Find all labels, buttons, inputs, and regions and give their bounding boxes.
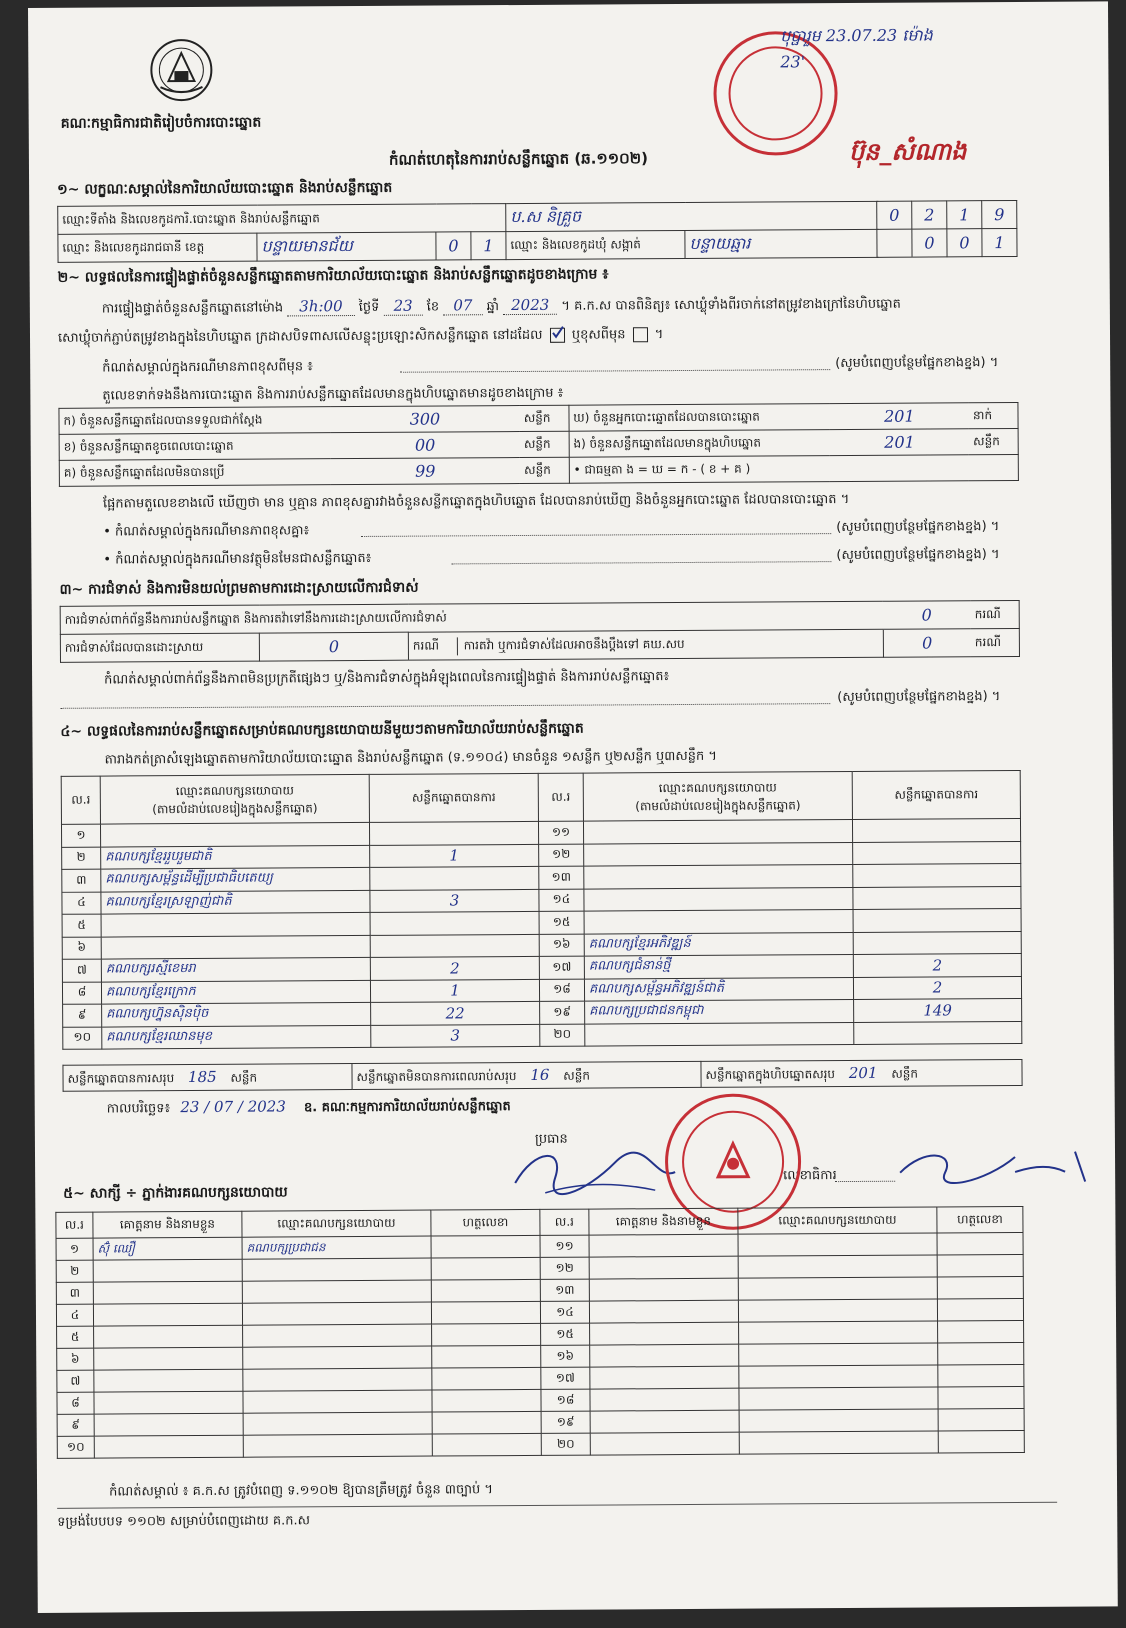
s5-col-name-left: គោត្តនាម និងនាមខ្លួន bbox=[93, 1211, 242, 1238]
s3-note-end: (សូមបំពេញបន្ថែមផ្នែកខាងខ្នង) ។ bbox=[837, 689, 1001, 706]
date-label: កាលបរិច្ឆេទ៖ bbox=[106, 1101, 171, 1117]
row-no: ៧ bbox=[62, 959, 101, 982]
witness-party: គណបក្សប្រជាជន bbox=[242, 1236, 431, 1259]
row-no: ៣ bbox=[62, 869, 101, 892]
row-no: ៥ bbox=[62, 914, 101, 937]
s5-note: កំណត់សម្គាល់ ៖ គ.ក.ស ត្រូវបំពេញ ទ.១១០២ ឱ្យបានត្រឹមត្រូវ ចំនួន ៣ច្បាប់ ។ bbox=[109, 1482, 494, 1500]
row-no: ១២ bbox=[539, 844, 584, 867]
p1e: ។ គ.ក.ស បានពិនិត្យ៖ សោឃ្លុំទាំងពីរចាក់នៅតម្រូវខាងក្រៅនៃហិបឆ្នោត bbox=[561, 296, 901, 314]
p1c: ខែ bbox=[426, 299, 440, 315]
party-name bbox=[584, 842, 853, 866]
witness-party bbox=[739, 1431, 938, 1454]
province-code-1: 0 bbox=[436, 232, 471, 260]
witness-name bbox=[590, 1344, 739, 1367]
s4-intro-text: តារាងកត់ត្រាសំឡេងឆ្នោតតាមការិយាល័យបោះឆ្នោត និងរាប់សន្លឹកឆ្នោត (ទ.១១០៤) មានចំនួន ១សន្លឹក ឬ២សន្លឹក ឬ៣សន្លឹក ។ bbox=[104, 748, 717, 768]
row-no: ៨ bbox=[57, 1392, 94, 1414]
chair-label: ប្រធាន bbox=[534, 1131, 568, 1147]
witness-name bbox=[94, 1325, 243, 1348]
fig-a-label: ក) ចំនួនសន្លឹកឆ្នោតដែលបានទទួលជាក់ស្តែង bbox=[59, 407, 330, 435]
fig-c-value: 99 bbox=[330, 458, 520, 485]
s4-col-votes-right: សន្លឹកឆ្នោតបានការ bbox=[852, 770, 1020, 819]
fig-c-unit: សន្លឹក bbox=[520, 457, 569, 483]
witness-party bbox=[739, 1343, 938, 1366]
s3-note-line bbox=[60, 703, 830, 709]
row-no: ១ bbox=[56, 1238, 93, 1260]
party-name bbox=[584, 864, 853, 888]
witness-name bbox=[94, 1435, 243, 1458]
committee-label: ឧ. គណៈកម្មការការិយាល័យរាប់សន្លឹកឆ្នោត bbox=[303, 1099, 511, 1116]
witness-name bbox=[589, 1300, 738, 1323]
party-name: គណបក្សសម្ព័ន្ធដើម្បីប្រជាធិបតេយ្យ bbox=[101, 867, 370, 891]
witness-party bbox=[738, 1255, 937, 1278]
commune-code-1: 0 bbox=[912, 229, 947, 257]
row-no: ៤ bbox=[62, 892, 101, 915]
s4-col-party-right-sub: (តាមលំដាប់លេខរៀងក្នុងសន្លឹកឆ្នោត) bbox=[635, 797, 801, 813]
party-name: គណបក្សសម្ព័ន្ធអភិវឌ្ឍន៍ជាតិ bbox=[584, 977, 853, 1001]
s3-row2b-value: 0 bbox=[883, 629, 971, 658]
fig-d-unit: នាក់ bbox=[969, 402, 1018, 428]
sum-valid-unit: សន្លឹក bbox=[230, 1070, 258, 1085]
fig-b-unit: សន្លឹក bbox=[520, 431, 569, 457]
row-no: ៦ bbox=[62, 937, 101, 960]
witness-signature bbox=[431, 1257, 540, 1280]
p7-end: (សូមបំពេញបន្ថែមផ្នែកខាងខ្នង) ។ bbox=[836, 547, 1000, 564]
s3-row2a-unit: ករណី bbox=[412, 638, 440, 653]
time-value: 3h:00 bbox=[287, 297, 354, 316]
province-value: បន្ទាយមានជ័យ bbox=[257, 232, 436, 261]
row-no: ១៧ bbox=[541, 1367, 590, 1389]
s3-heading: ៣~ ការជំទាស់ និងការមិនយល់ព្រមតាមការដោះស្រាយលើការជំទាស់ bbox=[59, 579, 419, 598]
witness-signature bbox=[432, 1411, 541, 1434]
witness-signature bbox=[938, 1430, 1024, 1453]
footer-text: ទម្រង់បែបបទ ១១០២ សម្រាប់បំពេញដោយ គ.ក.ស bbox=[57, 1513, 311, 1530]
s5-heading: ៥~ សាក្សី ÷ ភ្នាក់ងារគណបក្សនយោបាយ bbox=[63, 1184, 288, 1202]
sum-box-value: 201 bbox=[848, 1063, 878, 1082]
witness-name bbox=[590, 1410, 739, 1433]
witness-party bbox=[739, 1365, 938, 1388]
fig-a-unit: សន្លឹក bbox=[520, 405, 569, 431]
party-name bbox=[101, 912, 370, 936]
witness-signature bbox=[432, 1389, 541, 1412]
witness-signature bbox=[432, 1345, 541, 1368]
row-no: ១១ bbox=[538, 821, 583, 844]
witness-name bbox=[589, 1278, 738, 1301]
p2b: ឬខុសពីមុន bbox=[571, 327, 626, 343]
s3-note: កំណត់សម្គាល់ពាក់ព័ន្ធនឹងភាពមិនប្រក្រតីផ្សេងៗ ឬ/និងការជំទាស់ក្នុងអំឡុងពេលនៃការផ្ទៀងផ្ទាត់ និងការរាប់សន្លឹកឆ្នោត៖ bbox=[104, 669, 670, 688]
s4-col-no-right: ល.រ bbox=[538, 773, 583, 821]
s4-intro bbox=[105, 748, 717, 769]
p5 bbox=[103, 490, 1043, 513]
row-no: ២០ bbox=[540, 1024, 585, 1047]
fig-e-value: 201 bbox=[830, 429, 969, 456]
witness-signature bbox=[431, 1279, 540, 1302]
witness-party bbox=[242, 1302, 431, 1325]
party-votes: 149 bbox=[854, 998, 1022, 1022]
s4-col-party-right: ឈ្មោះគណបក្សនយោបាយ bbox=[658, 779, 777, 795]
s5-col-no-left: ល.រ bbox=[56, 1212, 93, 1238]
fig-b-label: ខ) ចំនួនសន្លឹកឆ្នោតខូចពេលបោះឆ្នោត bbox=[59, 433, 330, 461]
party-votes bbox=[852, 818, 1020, 842]
party-name bbox=[583, 819, 852, 843]
p2a: សោឃ្លុំចាក់ភ្ជាប់តម្រូវខាងក្នុងនៃហិបឆ្នោត ក្រដាសបិទពាសលើសន្លុះប្រឡោះសិកសន្លឹកឆ្នោត នៅដដែល bbox=[57, 327, 543, 346]
stamp-handwriting: បុប្ផារួម 23.07.23 ម៉ោង 23' bbox=[780, 25, 933, 72]
s4-col-party-left-sub: (តាមលំដាប់លេខរៀងក្នុងសន្លឹកឆ្នោត) bbox=[152, 800, 318, 816]
office-label: ឈ្មោះទីតាំង និងលេខកូដការិ.បោះឆ្នោត និងរាប់សន្លឹកឆ្នោត bbox=[58, 204, 506, 235]
party-name: គណបក្សខ្មែរក្រោក bbox=[101, 980, 370, 1004]
p6-line bbox=[361, 533, 831, 537]
month-value: 07 bbox=[443, 296, 482, 315]
party-name: គណបក្សរស្មីខេមរា bbox=[101, 957, 370, 981]
p1a: ការផ្ទៀងផ្ទាត់ចំនួនសន្លឹកឆ្នោតនៅម៉ោង bbox=[101, 300, 284, 317]
fig-b-value: 00 bbox=[330, 432, 520, 459]
form-sheet bbox=[28, 1, 1118, 1613]
sum-valid-value: 185 bbox=[187, 1067, 217, 1086]
s2-heading: ២~ លទ្ធផលនៃការផ្ទៀងផ្ទាត់ចំនួនសន្លឹកឆ្នោតតាមការិយាល័យបោះឆ្នោត និងរាប់សន្លឹកឆ្នោតដូចខាងក្រោម ៖ bbox=[57, 266, 609, 286]
p1b: ថ្ងៃទី bbox=[358, 299, 380, 315]
witness-party bbox=[738, 1299, 937, 1322]
form-title: កំណត់ហេតុនៃការរាប់សន្លឹកឆ្នោត (ឆ.១១០២) bbox=[388, 149, 648, 169]
party-votes: 1 bbox=[370, 979, 539, 1003]
witness-name bbox=[94, 1391, 243, 1414]
org-name: គណៈកម្មាធិការជាតិរៀបចំការបោះឆ្នោត bbox=[60, 114, 262, 132]
witness-name bbox=[589, 1256, 738, 1279]
witness-party bbox=[243, 1324, 432, 1347]
witness-name bbox=[93, 1281, 242, 1304]
s5-col-sign-left: ហត្ថលេខា bbox=[431, 1209, 540, 1236]
row-no: ១៣ bbox=[540, 1279, 589, 1301]
sum-invalid-label: សន្លឹកឆ្នោតមិនបានការពេលរាប់សរុប bbox=[356, 1068, 517, 1084]
witness-party bbox=[738, 1277, 937, 1300]
fig-formula: • ជាធម្មតា ង = ឃ = ក - ( ខ + គ ) bbox=[569, 454, 1018, 483]
secretary-signature bbox=[895, 1141, 1105, 1192]
party-name: គណបក្សជំនាន់ថ្មី bbox=[584, 954, 853, 978]
commune-value: បន្ទាយឆ្មារ bbox=[685, 229, 877, 258]
witness-signature bbox=[937, 1254, 1023, 1277]
witness-party bbox=[242, 1258, 431, 1281]
witness-signature bbox=[431, 1235, 540, 1258]
p4: តួលេខទាក់ទងនឹងការបោះឆ្នោត និងការរាប់សន្លឹកឆ្នោតដែលមានក្នុងហិបឆ្នោតមានដូចខាងក្រោម ៖ bbox=[102, 385, 564, 404]
party-votes bbox=[369, 821, 538, 845]
s4-col-no-left: ល.រ bbox=[61, 776, 100, 824]
row-no: ១៥ bbox=[541, 1323, 590, 1345]
row-no: ៩ bbox=[57, 1414, 94, 1436]
p6: • កំណត់សម្គាល់ក្នុងករណីមានភាពខុសគ្នា៖ bbox=[103, 523, 310, 540]
witness-signature bbox=[431, 1301, 540, 1324]
row-no: ២០ bbox=[541, 1433, 590, 1455]
province-code-2: 1 bbox=[471, 232, 506, 260]
row-no: ១៨ bbox=[541, 1389, 590, 1411]
sum-invalid-value: 16 bbox=[530, 1065, 550, 1084]
row-no: ៩ bbox=[63, 1004, 102, 1027]
party-votes: 2 bbox=[853, 976, 1021, 1000]
s4-col-party-left: ឈ្មោះគណបក្សនយោបាយ bbox=[175, 782, 294, 798]
commune-code-2: 0 bbox=[947, 229, 982, 257]
row-no: ១៤ bbox=[539, 889, 584, 912]
row-no: ១២ bbox=[540, 1257, 589, 1279]
party-votes: 3 bbox=[371, 1024, 540, 1048]
party-votes bbox=[370, 911, 539, 935]
fig-d-label: ឃ) ចំនួនអ្នកបោះឆ្នោតដែលបានបោះឆ្នោត bbox=[569, 404, 830, 432]
s2-para2: សោឃ្លុំចាក់ភ្ជាប់តម្រូវខាងក្នុងនៃហិបឆ្នោត ក្រដាសបិទពាសលើសន្លុះប្រឡោះសិកសន្លឹកឆ្នោត នៅដដែល ឬខុសពីមុន ។ bbox=[57, 327, 664, 346]
party-name: គណបក្សខ្មែររួបរួមជាតិ bbox=[101, 845, 370, 869]
party-votes bbox=[370, 934, 539, 958]
party-name: គណបក្សខ្មែរអភិវឌ្ឍន៍ bbox=[584, 932, 853, 956]
p6-end: (សូមបំពេញបន្ថែមផ្នែកខាងខ្នង) ។ bbox=[836, 519, 1000, 536]
row-no: ២ bbox=[56, 1260, 93, 1282]
party-votes: 1 bbox=[370, 844, 539, 868]
nec-logo bbox=[148, 37, 214, 103]
row-no: ១០ bbox=[57, 1436, 94, 1458]
sum-box-unit: សន្លឹក bbox=[891, 1066, 919, 1081]
office-code-2: 2 bbox=[912, 201, 947, 229]
s3-row1-label: ការជំទាស់ពាក់ព័ន្ធនឹងការរាប់សន្លឹកឆ្នោត និងការតវ៉ាទៅនឹងការដោះស្រាយលើការជំទាស់ bbox=[60, 601, 883, 634]
s4-date-line bbox=[107, 1097, 511, 1117]
p3: កំណត់សម្គាល់ក្នុងករណីមានភាពខុសពីមុន ៖ bbox=[102, 359, 313, 376]
party-votes: 2 bbox=[370, 956, 539, 980]
witness-signature bbox=[937, 1232, 1023, 1255]
result-row bbox=[63, 1021, 1022, 1049]
party-votes bbox=[854, 1021, 1022, 1045]
p7-line bbox=[451, 561, 831, 564]
witness-name bbox=[93, 1259, 242, 1282]
same-checkbox[interactable] bbox=[550, 328, 565, 343]
witness-signature bbox=[937, 1298, 1023, 1321]
fig-a-value: 300 bbox=[330, 406, 520, 433]
party-name bbox=[100, 822, 369, 846]
party-name: គណបក្សហ្វ៊ុនស៊ិនប៉ិច bbox=[102, 1002, 371, 1026]
party-votes: 2 bbox=[853, 953, 1021, 977]
row-no: ១០ bbox=[63, 1027, 102, 1050]
party-name bbox=[585, 1022, 854, 1046]
row-no: ១១ bbox=[540, 1235, 589, 1257]
witness-name bbox=[590, 1388, 739, 1411]
witness-name: ស៊ុំ ឈឿ bbox=[93, 1237, 242, 1260]
witness-signature bbox=[937, 1276, 1023, 1299]
sum-invalid-unit: សន្លឹក bbox=[563, 1068, 590, 1083]
chair-signature bbox=[505, 1142, 685, 1203]
office-code-1: 0 bbox=[877, 201, 912, 229]
witness-party bbox=[739, 1321, 938, 1344]
p5-text: ផ្អែកតាមតួលេខខាងលើ ឃើញថា មាន ឬគ្មាន ភាពខុសគ្នារវាងចំនួនសន្លឹកឆ្នោតក្នុងហិបឆ្នោត ដែលបានរាប់ឃើញ និងចំនួនអ្នកបោះឆ្នោត ដែលបានបោះឆ្នោត ។ bbox=[102, 491, 850, 512]
witness-party bbox=[738, 1233, 937, 1256]
party-name bbox=[101, 935, 370, 959]
witness-signature bbox=[938, 1342, 1024, 1365]
witness-signature bbox=[432, 1323, 541, 1346]
row-no: ៧ bbox=[57, 1370, 94, 1392]
s5-col-party-right: ឈ្មោះគណបក្សនយោបាយ bbox=[738, 1207, 937, 1234]
s5-witness-table bbox=[55, 1206, 1024, 1459]
province-label: ឈ្មោះ និងលេខកូដរាជធានី ខេត្ត bbox=[58, 233, 257, 262]
party-votes bbox=[853, 931, 1021, 955]
s5-col-sign-right: ហត្ថលេខា bbox=[937, 1206, 1023, 1233]
footer-rule bbox=[57, 1502, 1057, 1509]
s3-row1-value: 0 bbox=[883, 601, 971, 630]
witness-name bbox=[590, 1366, 739, 1389]
s4-results-table bbox=[61, 770, 1023, 1050]
day-value: 23 bbox=[383, 297, 422, 316]
party-name: គណបក្សខ្មែរស្រឡាញ់ជាតិ bbox=[101, 890, 370, 914]
party-votes: 22 bbox=[371, 1001, 540, 1025]
s3-table bbox=[60, 600, 1020, 663]
commune-code-3: 1 bbox=[982, 228, 1017, 256]
s5-col-name-right: គោត្តនាម និងនាមខ្លួន bbox=[589, 1208, 738, 1235]
row-no: ៣ bbox=[56, 1282, 93, 1304]
witness-name bbox=[590, 1322, 739, 1345]
s3-row2b-unit: ករណី bbox=[971, 628, 1020, 656]
s2-para1 bbox=[102, 295, 901, 318]
party-votes: 3 bbox=[370, 889, 539, 913]
s3-row2a-label: ការជំទាស់ដែលបានដោះស្រាយ bbox=[60, 633, 259, 662]
fig-c-label: គ) ចំនួនសន្លឹកឆ្នោតដែលមិនបានប្រើ bbox=[59, 459, 330, 487]
s4-heading: ៤~ លទ្ធផលនៃការរាប់សន្លឹកឆ្នោតសម្រាប់គណបក្សនយោបាយនីមួយៗតាមការិយាល័យរាប់សន្លឹកឆ្នោត bbox=[60, 720, 584, 740]
witness-signature bbox=[432, 1367, 541, 1390]
witness-party bbox=[243, 1368, 432, 1391]
s2-figures-table bbox=[58, 402, 1018, 487]
witness-signature bbox=[432, 1433, 541, 1456]
witness-party bbox=[243, 1390, 432, 1413]
s1-heading: ១~ លក្ខណៈសម្គាល់នៃការិយាល័យបោះឆ្នោត និងរាប់សន្លឹកឆ្នោត bbox=[57, 179, 393, 198]
office-code-4: 9 bbox=[982, 200, 1017, 228]
office-code-3: 1 bbox=[947, 201, 982, 229]
party-votes bbox=[853, 908, 1021, 932]
party-name bbox=[584, 909, 853, 933]
witness-name bbox=[94, 1369, 243, 1392]
witness-party bbox=[739, 1409, 938, 1432]
witness-signature bbox=[938, 1320, 1024, 1343]
p3-end: (សូមបំពេញបន្ថែមផ្នែកខាងខ្នង) ។ bbox=[835, 355, 999, 372]
row-no: ១៦ bbox=[539, 934, 584, 957]
secretary-label: លេខាធិការ bbox=[783, 1168, 837, 1184]
row-no: ១៥ bbox=[539, 911, 584, 934]
sum-valid-label: សន្លឹកឆ្នោតបានការសរុប bbox=[67, 1070, 175, 1086]
witness-name bbox=[94, 1413, 243, 1436]
row-no: ១៧ bbox=[539, 956, 584, 979]
fig-e-label: ង) ចំនួនសន្លឹកឆ្នោតដែលមានក្នុងហិបឆ្នោត bbox=[569, 430, 830, 458]
party-votes bbox=[853, 886, 1021, 910]
witness-party bbox=[243, 1412, 432, 1435]
party-votes bbox=[370, 866, 539, 890]
witness-name bbox=[589, 1234, 738, 1257]
row-no: ១៨ bbox=[539, 979, 584, 1002]
row-no: ៨ bbox=[62, 982, 101, 1005]
office-value: ប.ស និគ្រួច bbox=[506, 201, 877, 231]
s3-row2a-value: 0 bbox=[259, 632, 408, 661]
row-no: ៥ bbox=[57, 1326, 94, 1348]
witness-party bbox=[243, 1434, 432, 1457]
row-no: ១ bbox=[61, 824, 100, 847]
witness-signature bbox=[938, 1408, 1024, 1431]
row-no: ១៩ bbox=[541, 1411, 590, 1433]
party-name: គណបក្សប្រជាជនកម្ពុជា bbox=[585, 999, 854, 1023]
row-no: ៦ bbox=[57, 1348, 94, 1370]
s5-col-no-right: ល.រ bbox=[540, 1209, 589, 1235]
party-name: គណបក្សខ្មែរឈានមុខ bbox=[102, 1025, 371, 1049]
witness-name bbox=[590, 1432, 739, 1455]
date-value: 23 / 07 / 2023 bbox=[180, 1097, 286, 1117]
row-no: ១៦ bbox=[541, 1345, 590, 1367]
row-no: ១៣ bbox=[539, 866, 584, 889]
year-value: 2023 bbox=[503, 296, 557, 315]
p3-line bbox=[400, 369, 830, 373]
different-checkbox[interactable] bbox=[633, 327, 648, 342]
row-no: ៤ bbox=[56, 1304, 93, 1326]
s5-col-party-left: ឈ្មោះគណបក្សនយោបាយ bbox=[242, 1210, 431, 1237]
commune-label: ឈ្មោះ និងលេខកូដឃុំ សង្កាត់ bbox=[506, 230, 685, 259]
p7: • កំណត់សម្គាល់ក្នុងករណីមានវត្ថុមិនមែនជាសន្លឹកឆ្នោត៖ bbox=[103, 550, 372, 568]
p1d: ឆ្នាំ bbox=[486, 299, 499, 315]
s4-totals bbox=[62, 1059, 1022, 1092]
witness-party bbox=[739, 1387, 938, 1410]
row-no: ១៤ bbox=[540, 1301, 589, 1323]
witness-party bbox=[243, 1346, 432, 1369]
witness-row bbox=[57, 1430, 1024, 1458]
s3-row1-unit: ករណី bbox=[971, 600, 1020, 628]
party-name bbox=[584, 887, 853, 911]
witness-name bbox=[94, 1347, 243, 1370]
corner-note: ប៊ុន_សំណាង bbox=[848, 136, 967, 166]
secretary-line bbox=[835, 1181, 895, 1182]
s4-col-votes-left: សន្លឹកឆ្នោតបានការ bbox=[369, 773, 538, 822]
party-votes bbox=[853, 841, 1021, 865]
witness-party bbox=[242, 1280, 431, 1303]
sum-box-label: សន្លឹកឆ្នោតក្នុងហិបឆ្នោតសរុប bbox=[705, 1066, 836, 1082]
row-no: ២ bbox=[62, 847, 101, 870]
witness-name bbox=[93, 1303, 242, 1326]
fig-e-unit: សន្លឹក bbox=[969, 428, 1018, 454]
witness-signature bbox=[938, 1364, 1024, 1387]
row-no: ១៩ bbox=[540, 1001, 585, 1024]
party-votes bbox=[853, 863, 1021, 887]
witness-signature bbox=[938, 1386, 1024, 1409]
fig-d-value: 201 bbox=[830, 403, 969, 430]
s1-table bbox=[57, 200, 1017, 263]
s3-row2b-label: ការតវ៉ា ឬការជំទាស់ដែលអាចនឹងប្តឹងទៅ គឃ.សប bbox=[457, 636, 685, 655]
